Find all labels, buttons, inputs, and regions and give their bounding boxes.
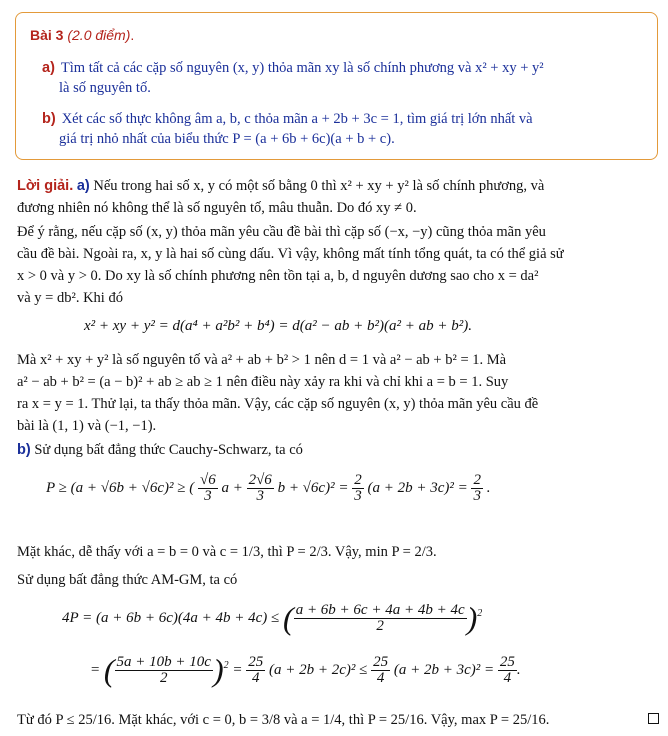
eq2-left: P ≥ (a + √6b + √6c)² ≥ ( <box>46 479 195 496</box>
eq2-f3-den: 3 <box>354 488 362 504</box>
eq4-eq2: = <box>232 661 243 678</box>
solution-line-10: bài là (1, 1) và (−1, −1). <box>17 418 157 434</box>
solution-line-4: cầu đề bài. Ngoài ra, x, y là hai số cùng dấu. Vì vậy, không mất tính tổng quát, ta có thể giả sử <box>17 246 564 262</box>
part-b-label: b) <box>17 442 31 458</box>
text-l11: Sử dụng bất đẳng thức Cauchy-Schwarz, ta có <box>34 442 303 458</box>
eq3-left: 4P = (a + 6b + 6c)(4a + 4b + 4c) ≤ <box>62 609 280 626</box>
eq4-f1-num: 25 <box>248 654 264 670</box>
solution-line-5: x > 0 và y > 0. Do xy là số chính phương nên tồn tại a, b, d nguyên dương sao cho x = da² <box>17 268 539 284</box>
eq4-equals: = <box>90 661 101 678</box>
solution-line-1 <box>17 176 544 196</box>
eq4-fraction-1 <box>246 655 265 686</box>
item-b-label: b) <box>42 111 56 127</box>
eq2-f1-den: 3 <box>204 488 212 504</box>
item-b-line1: Xét các số thực không âm a, b, c thỏa mãn a + 2b + 3c = 1, tìm giá trị lớn nhất và <box>61 111 533 127</box>
eq3-den: 2 <box>376 618 384 634</box>
eq4-f3-den: 4 <box>503 670 512 686</box>
equation-2 <box>46 473 490 504</box>
equation-4: = ( $\frac{5a + 10b + 10c}{2}$ )$^2$ = $\frac{25}{4}$ (a + 2b + 2c)² ≤ $\frac{25}{4}$ (a + 2b + 3c)² = $\frac{25}{4}$ . <box>90 652 521 688</box>
part-a-label: a) <box>76 178 90 194</box>
eq2-f2-den: 3 <box>256 488 264 504</box>
solution-line-3: Để ý rằng, nếu cặp số (x, y) thỏa mãn yêu cầu đề bài thì cặp số (−x, −y) cũng thỏa mãn yêu <box>17 224 546 240</box>
eq3-paren-open: ( <box>283 600 294 636</box>
equation-1: x² + xy + y² = d(a⁴ + a²b² + b⁴) = d(a² − ab + b²)(a² + ab + b²). <box>84 318 472 334</box>
eq4-num: 5a + 10b + 10c <box>116 654 211 670</box>
eq4-f2-den: 4 <box>376 670 385 686</box>
eq2-mid: a + <box>221 479 247 496</box>
eq2-fraction-2 <box>247 473 274 504</box>
qed-square-icon <box>648 713 659 724</box>
eq2-mid2: b + √6c)² = <box>277 479 353 496</box>
eq2-end: . <box>486 479 491 496</box>
solution-title: Lời giải. <box>17 178 74 194</box>
eq4-period: . <box>516 661 521 678</box>
eq2-f3-num: 2 <box>354 472 362 488</box>
eq4-den: 2 <box>159 670 168 686</box>
title-period: . <box>130 27 135 43</box>
eq4-fraction-2 <box>371 655 390 686</box>
eq4-f1-den: 4 <box>251 670 260 686</box>
text-l1: Nếu trong hai số x, y có một số bằng 0 thì x² + xy + y² là số chính phương, và <box>93 178 545 194</box>
problem-item-a <box>42 58 647 98</box>
eq2-fraction-1 <box>198 473 218 504</box>
eq3-paren-close: ) <box>466 600 478 636</box>
eq4-f2-num: 25 <box>373 654 389 670</box>
eq4-fraction-3 <box>498 655 517 686</box>
eq4-f3-num: 25 <box>499 654 515 670</box>
solution-line-8: a² − ab + b² = (a − b)² + ab ≥ ab ≥ 1 nên điều này xảy ra khi và chỉ khi a = b = 1. Suy <box>17 374 509 390</box>
solution-line-13: Sử dụng bất đẳng thức AM-GM, ta có <box>17 572 238 588</box>
solution-line-9: ra x = y = 1. Thử lại, ta thấy thỏa mãn. Vậy, các cặp số nguyên (x, y) thỏa mãn yêu cầu đề <box>17 396 539 412</box>
problem-title <box>30 27 134 43</box>
solution-line-7: Mà x² + xy + y² là số nguyên tố và a² + ab + b² > 1 nên d = 1 và a² − ab + b² = 1. Mà <box>17 352 507 368</box>
eq2-mid3: (a + 2b + 3c)² = <box>367 479 472 496</box>
eq2-f4-num: 2 <box>473 472 481 488</box>
solution-line-12: Mặt khác, dễ thấy với a = b = 0 và c = 1/3, thì P = 2/3. Vậy, min P = 2/3. <box>17 544 437 560</box>
eq4-fraction <box>115 655 213 686</box>
solution-line-11 <box>17 440 303 460</box>
problem-number: Bài 3 <box>30 27 64 43</box>
eq2-fraction-4 <box>471 473 483 504</box>
item-b-line2: giá trị nhỏ nhất của biểu thức P = (a + 6b + 6c)(a + b + c). <box>59 131 395 147</box>
eq4-paren-close: ) <box>212 652 224 688</box>
eq2-fraction-3 <box>352 473 364 504</box>
solution-line-2: đương nhiên nó không thể là số nguyên tố, mâu thuẫn. Do đó xy ≠ 0. <box>17 200 417 216</box>
eq4-paren-open: ( <box>103 652 115 688</box>
problem-points: (2.0 điểm) <box>67 27 131 43</box>
problem-item-b <box>42 109 647 149</box>
item-a-line2: là số nguyên tố. <box>59 80 151 96</box>
eq2-f1-num: √6 <box>199 472 216 488</box>
eq3-fraction <box>294 603 467 634</box>
item-a-label: a) <box>42 60 55 76</box>
equation-3: 4P = (a + 6b + 6c)(4a + 4b + 4c) ≤ ( $\frac{a + 6b + 6c + 4a + 4b + 4c}{2}$ )$^2$ <box>62 600 483 636</box>
solution-line-14: Từ đó P ≤ 25/16. Mặt khác, với c = 0, b = 3/8 và a = 1/4, thì P = 25/16. Vậy, max P = 25/16. <box>17 712 550 728</box>
eq4-mid2: (a + 2b + 3c)² = <box>393 661 495 678</box>
eq3-num: a + 6b + 6c + 4a + 4b + 4c <box>295 602 465 618</box>
eq2-f4-den: 3 <box>473 488 481 504</box>
item-a-line1: Tìm tất cả các cặp số nguyên (x, y) thỏa mãn xy là số chính phương và x² + xy + y² <box>60 60 544 76</box>
eq2-f2-num: 2√6 <box>248 472 272 488</box>
solution-line-6: và y = db². Khi đó <box>17 290 123 306</box>
eq4-mid: (a + 2b + 2c)² ≤ <box>268 661 368 678</box>
problem-box <box>15 12 658 160</box>
